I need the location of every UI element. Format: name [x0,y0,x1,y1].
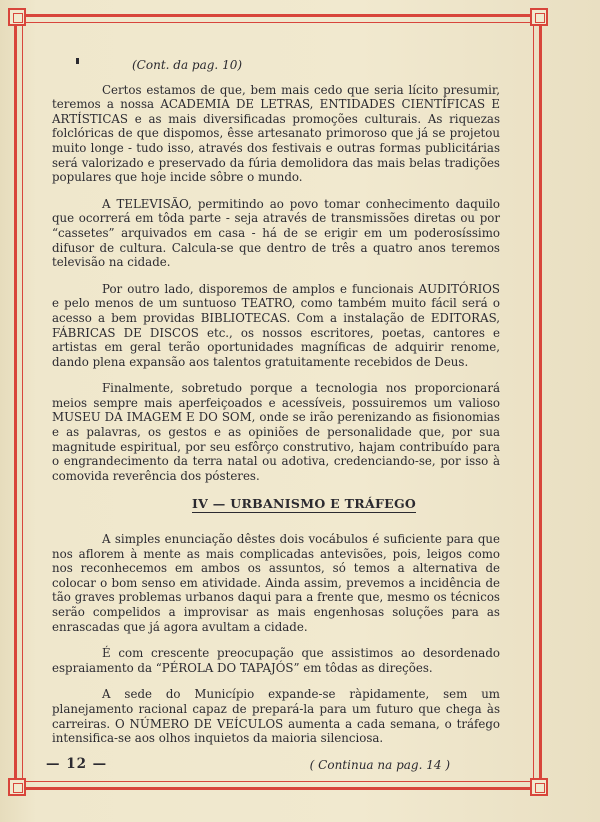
continued-to-note: ( Continua na pag. 14 ) [309,757,450,772]
article-body [52,58,500,772]
page-number: — 12 — [46,756,108,772]
paragraph-auditoriums: Por outro lado, disporemos de amplos e funcionais AUDITÓRIOS e pelo menos de um suntuoso TEATRO, como também muito fácil será o acesso a bem providas BIBLIOTECAS. Com a instalação de EDITORAS, FÁBRICAS DE DISCOS etc., os nossos escritores, poetas, cantores e artistas em geral terão oportunidades magníficas de adquirir renome, dando plena expansão aos talentos gratuitamente recebidos de Deus. [52,281,500,369]
corner-ornament-bottom-left [8,778,26,796]
corner-ornament-top-right [530,8,548,26]
paragraph-television: A TELEVISÃO, permitindo ao povo tomar conhecimento daquilo que ocorrerá em tôda parte - seja através de transmissões diretas ou por “cassetes” arquivados em casa - há de se erigir em um poderosíssimo difusor de cultura. Calcula-se que dentro de três a quatro anos teremos televisão na cidade. [52,196,500,270]
corner-ornament-top-left [8,8,26,26]
section-heading [192,497,500,512]
paragraph-urbanism: A simples enunciação dêstes dois vocábulos é suficiente para que nos aflorem à mente as mais complicadas antevisões, pois, leigos como nos reconhecemos em ambos os assuntos, só temos a alternativa de colocar o bom senso em atividade. Ainda assim, prevemos a incidência de tão graves problemas urbanos daqui para a frente que, mesmo os técnicos serão compelidos a improvisar as mais engenhosas soluções para as enrascadas que já agora avultam a cidade. [52,532,500,634]
paragraph-culture: Certos estamos de que, bem mais cedo que seria lícito presumir, teremos a nossa ACADEMIA DE LETRAS, ENTIDADES CIENTÍFICAS E ARTÍSTICAS e as mais diversificadas promoções culturais. As riquezas folclóricas de que dispomos, êsse artesanato primoroso que já se projetou muito longe - tudo isso, através dos festivais e outras formas publicitárias será valorizado e preservado da fúria demolidora das mais belas tradições populares que hoje incide sôbre o mundo. [52,82,500,185]
paragraph-perola: É com crescente preocupação que assistimos ao desordenado espraiamento da “PÉROLA DO TAPAJÓS” em tôdas as direções. [52,646,500,675]
continued-from-note: (Cont. da pag. 10) [132,58,243,72]
paragraph-museum: Finalmente, sobretudo porque a tecnologia nos proporcionará meios sempre mais aperfeiçoados e acessíveis, possuiremos um valioso MUSEU DA IMAGEM E DO SOM, onde se irão perenizando as fisionomias e as palavras, os gestos e as opiniões de personalidade que, por sua magnitude espiritual, por seu esfôrço construtivo, hajam contribuído para o engrandecimento da terra natal ou adotiva, credenciando-se, por isso à comovida reverência dos pósteres. [52,381,500,483]
corner-ornament-bottom-right [530,778,548,796]
section-heading-text: IV — URBANISMO E TRÁFEGO [192,496,417,512]
paragraph-municipio: A sede do Município expande-se ràpidamente, sem um planejamento racional capaz de prepará-la para um futuro que chega às carreiras. O NÚMERO DE VEÍCULOS aumenta a cada semana, o tráfego intensifica-se aos olhos inquietos da maioria silenciosa. [52,687,500,746]
